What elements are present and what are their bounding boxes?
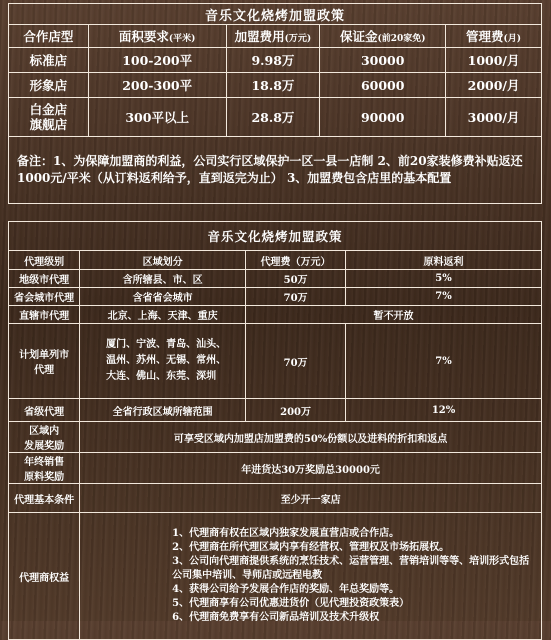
cell-deposit: 90000 bbox=[320, 98, 446, 137]
table-title: 音乐文化烧烤加盟政策 bbox=[9, 4, 542, 25]
franchise-table bbox=[8, 3, 542, 204]
cell-fee: 28.8万 bbox=[226, 98, 320, 137]
cell-level: 地级市代理 bbox=[9, 270, 80, 288]
cell-content: 可享受区域内加盟店加盟费的50%份额以及进料的折扣和返点 bbox=[80, 422, 542, 453]
rights-item: 1、代理商有权在区域内独家发展直营店或合作店。 bbox=[172, 528, 400, 539]
table-row bbox=[9, 98, 542, 137]
cell-level: 年终销售 原料奖励 bbox=[9, 453, 80, 484]
cell-level: 代理基本条件 bbox=[9, 484, 80, 513]
cell-area: 100-200平 bbox=[88, 48, 226, 73]
cell-rebate: 5% bbox=[346, 270, 542, 288]
rights-item: 5、代理商享有公司优惠进货价（见代理投资政策表） bbox=[172, 598, 410, 609]
cell-region: 含所辖县、市、区 bbox=[80, 270, 246, 288]
col-header-fee: 加盟费用(万元) bbox=[226, 25, 320, 48]
cell-fee: 70万 bbox=[246, 324, 346, 399]
cell-fee: 18.8万 bbox=[226, 73, 320, 98]
cell-store-type: 白金店 旗舰店 bbox=[9, 98, 89, 137]
note-text: 备注：1、为保障加盟商的利益，公司实行区域保护一区一县一店制 2、前20家装修费补贴返还1000元/平米（从订料返利给予，直到返完为止） 3、加盟费包含店里的基本配置 bbox=[9, 137, 542, 204]
cell-region: 北京、上海、天津、重庆 bbox=[80, 306, 246, 324]
col-header-store-type: 合作店型 bbox=[9, 25, 89, 48]
table-row bbox=[9, 270, 542, 288]
rights-item: 公司集中培训、导师店或远程电教 bbox=[172, 570, 323, 581]
cell-mgmt: 3000/月 bbox=[446, 98, 542, 137]
table-row bbox=[9, 453, 542, 484]
col-header-level: 代理级别 bbox=[9, 251, 80, 270]
cell-store-type: 形象店 bbox=[9, 73, 89, 98]
table-row bbox=[9, 73, 542, 98]
col-header-mgmt: 管理费(月) bbox=[446, 25, 542, 48]
cell-level: 直辖市代理 bbox=[9, 306, 80, 324]
cell-content: 年进货达30万奖励总30000元 bbox=[80, 453, 542, 484]
rights-list bbox=[80, 513, 542, 640]
rights-item: 4、获得公司给予发展合作店的奖励、年总奖励等。 bbox=[172, 584, 400, 595]
col-header-region: 区域划分 bbox=[80, 251, 246, 270]
cell-level: 区域内 发展奖励 bbox=[9, 422, 80, 453]
cell-fee: 50万 bbox=[246, 270, 346, 288]
cell-rebate: 7% bbox=[346, 288, 542, 306]
rights-item: 3、公司向代理商提供系统的烹饪技术、运营管理、营销培训等等、培训形式包括 bbox=[172, 556, 530, 567]
table-row bbox=[9, 306, 542, 324]
table-row bbox=[9, 513, 542, 640]
cell-mgmt: 1000/月 bbox=[446, 48, 542, 73]
table-row bbox=[9, 48, 542, 73]
col-header-area: 面积要求(平米) bbox=[88, 25, 226, 48]
table-row bbox=[9, 484, 542, 513]
col-header-rebate: 原料返利 bbox=[346, 251, 542, 270]
rights-item: 6、代理商免费享有公司新品培训及技术升级权 bbox=[172, 612, 380, 623]
cell-fee: 200万 bbox=[246, 399, 346, 422]
agency-table bbox=[8, 221, 542, 640]
cell-deposit: 60000 bbox=[320, 73, 446, 98]
table-row bbox=[9, 422, 542, 453]
cell-fee: 9.98万 bbox=[226, 48, 320, 73]
rights-item: 2、代理商在所代理区域内享有经营权、管理权及市场拓展权。 bbox=[172, 542, 450, 553]
cell-rebate: 7% bbox=[346, 324, 542, 399]
cell-store-type: 标准店 bbox=[9, 48, 89, 73]
cell-content: 至少开一家店 bbox=[80, 484, 542, 513]
table-row bbox=[9, 324, 542, 399]
cell-deposit: 30000 bbox=[320, 48, 446, 73]
cell-area: 200-300平 bbox=[88, 73, 226, 98]
cell-region: 全省行政区域所辖范围 bbox=[80, 399, 246, 422]
cell-fee: 70万 bbox=[246, 288, 346, 306]
col-header-deposit: 保证金(前20家免) bbox=[320, 25, 446, 48]
cell-level: 省级代理 bbox=[9, 399, 80, 422]
cell-level: 计划单列市 代理 bbox=[9, 324, 80, 399]
cell-rebate: 12% bbox=[346, 399, 542, 422]
cell-level: 代理商权益 bbox=[9, 513, 80, 640]
table-row bbox=[9, 288, 542, 306]
table-title: 音乐文化烧烤加盟政策 bbox=[9, 222, 542, 251]
cell-not-open: 暂不开放 bbox=[246, 306, 542, 324]
cell-region: 含省省会城市 bbox=[80, 288, 246, 306]
table-row bbox=[9, 399, 542, 422]
cell-level: 省会城市代理 bbox=[9, 288, 80, 306]
col-header-agency-fee: 代理费（万元） bbox=[246, 251, 346, 270]
cell-mgmt: 2000/月 bbox=[446, 73, 542, 98]
cell-area: 300平以上 bbox=[88, 98, 226, 137]
cell-region: 厦门、宁波、青岛、汕头、 温州、苏州、无锡、常州、 大连、佛山、东莞、深圳 bbox=[80, 324, 246, 399]
